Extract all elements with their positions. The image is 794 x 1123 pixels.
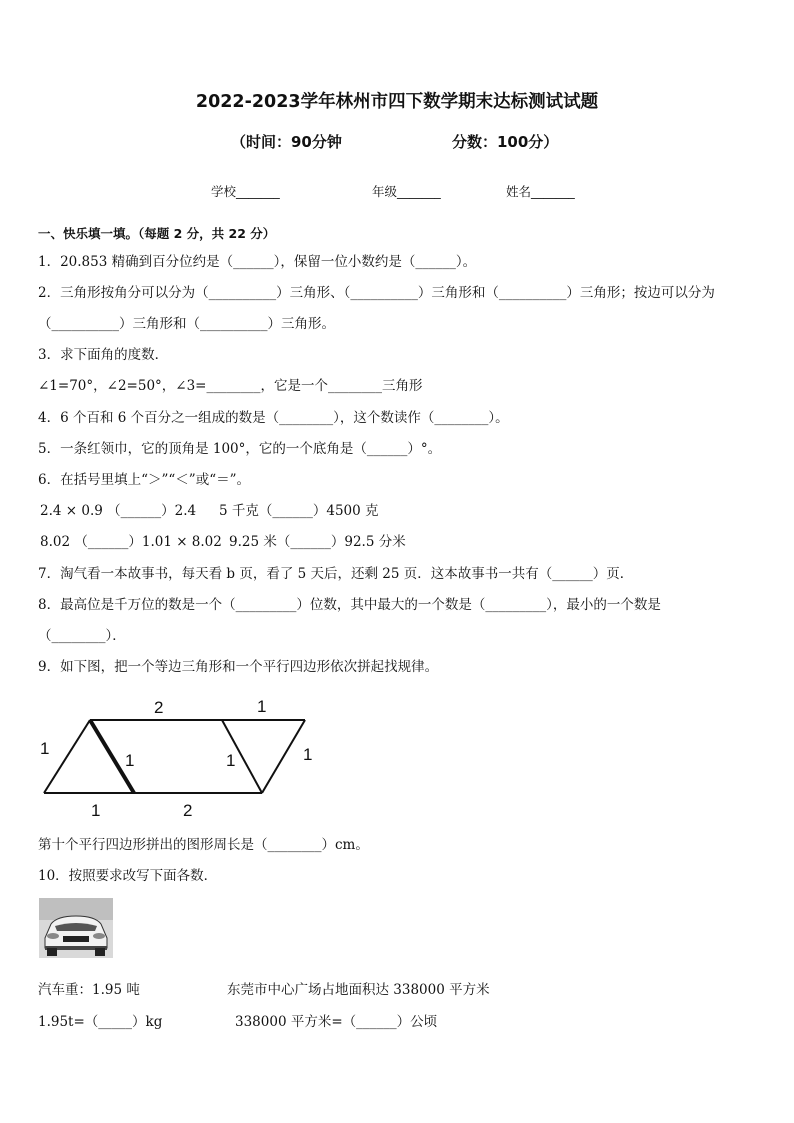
conversion-blank-2: 338000 平方米=（______）公顷: [235, 1014, 438, 1030]
figure-label-diagonal-right: 1: [226, 751, 236, 770]
question-9-line-2: 第十个平行四边形拼出的图形周长是（________）cm。: [38, 837, 369, 853]
figure-label-right-side: 1: [303, 745, 313, 764]
car-photo: [39, 898, 113, 958]
question-8-line-2: （________）．: [38, 628, 126, 644]
question-9-line-1: 9．如下图，把一个等边三角形和一个平行四边形依次拼起找规律。: [38, 659, 439, 675]
question-7: 7．淘气看一本故事书，每天看 b 页，看了 5 天后，还剩 25 页．这本故事书一共有（______）页．: [38, 566, 634, 582]
time-label: （时间：90分钟: [231, 133, 342, 151]
figure-label-bottom-left: 1: [91, 801, 101, 820]
figure-label-top-middle: 2: [154, 698, 164, 717]
plaza-area-text: 东莞市中心广场占地面积达 338000 平方米: [227, 982, 490, 998]
conversion-blank-1: 1.95t=（_____）kg: [38, 1014, 163, 1030]
section-heading: 一、快乐填一填。（每题 2 分，共 22 分）: [38, 226, 276, 241]
question-6-item-a: 2.4 × 0.9 （______）2.4: [40, 503, 197, 519]
question-4: 4．6 个百和 6 个百分之一组成的数是（________），这个数读作（________）。: [38, 410, 509, 426]
question-2-line-1: 2．三角形按角分可以分为（__________）三角形、（__________）三角形和（__________）三角形；按边可以分为: [38, 285, 715, 301]
figure-label-diagonal-left: 1: [125, 751, 135, 770]
page-title: 2022-2023学年林州市四下数学期末达标测试试题: [195, 92, 599, 112]
question-6-item-d: 9.25 米（______）92.5 分米: [229, 534, 406, 550]
question-8-line-1: 8．最高位是千万位的数是一个（_________）位数，其中最大的一个数是（_________），最小的一个数是: [38, 597, 661, 613]
figure-label-bottom-middle: 2: [183, 801, 193, 820]
name-field: 姓名_______: [506, 184, 575, 199]
question-2-line-2: （__________）三角形和（__________）三角形。: [38, 316, 335, 332]
car-weight-text: 汽车重：1.95 吨: [38, 982, 140, 998]
question-6-item-b: 5 千克（______）4500 克: [219, 503, 379, 519]
figure-label-top-right: 1: [257, 697, 267, 716]
school-field: 学校_______: [211, 184, 280, 199]
grade-field: 年级_______: [372, 184, 441, 199]
question-1: 1．20.853 精确到百分位约是（______），保留一位小数约是（______）。: [38, 254, 477, 270]
question-6-item-c: 8.02 （______）1.01 × 8.02: [40, 534, 222, 550]
question-6-line-1: 6．在括号里填上“＞”“＜”或“＝”。: [38, 472, 250, 488]
question-3-line-1: 3．求下面角的度数．: [38, 347, 169, 363]
question-10-line-1: 10．按照要求改写下面各数．: [38, 868, 218, 884]
figure-label-left-side: 1: [40, 739, 50, 758]
question-5: 5．一条红领巾，它的顶角是 100°，它的一个底角是（______）°。: [38, 441, 442, 457]
question-3-line-2: ∠1=70°，∠2=50°，∠3=________，它是一个________三角形: [38, 378, 423, 394]
triangle-parallelogram-figure: [30, 688, 320, 820]
score-label: 分数：100分）: [452, 133, 559, 151]
